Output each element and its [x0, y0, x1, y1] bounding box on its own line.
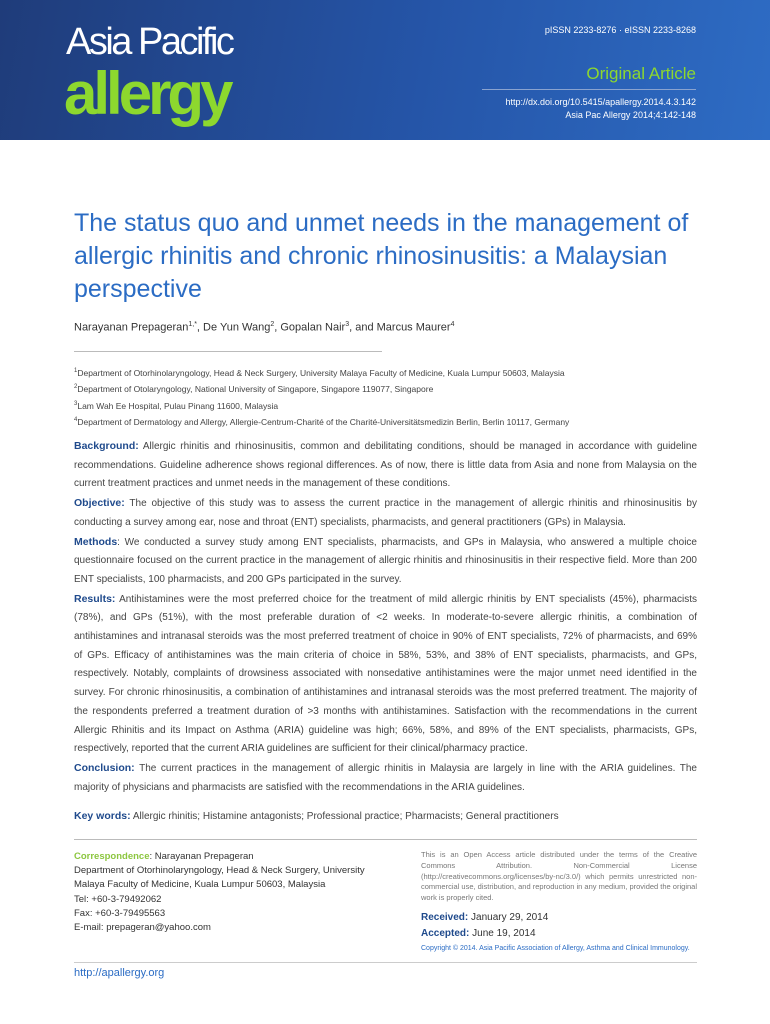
- abstract-section-label: Objective:: [74, 497, 125, 510]
- footer-divider: [74, 962, 697, 963]
- affiliation-text: Department of Otorhinolaryngology, Head & Neck Surgery, University Malaya Faculty of Medicine, Kuala Lumpur 50603, Malaysia: [77, 367, 565, 378]
- abstract-objective: [74, 494, 697, 532]
- journal-header-band: [0, 0, 770, 140]
- abstract-section-label: Results:: [74, 592, 116, 605]
- abstract-background: [74, 437, 697, 494]
- keywords-divider: [74, 839, 697, 840]
- accepted-label: Accepted:: [421, 928, 470, 939]
- abstract-methods: [74, 533, 697, 590]
- author-list: [74, 321, 455, 334]
- author-name: Marcus Maurer: [376, 321, 451, 334]
- author-separator: ,: [196, 321, 204, 334]
- keywords-text: Allergic rhinitis; Histamine antagonists; Professional practice; Pharmacists; General practitioners: [130, 811, 559, 822]
- author-name: De Yun Wang: [203, 321, 271, 334]
- received-date: [421, 910, 548, 926]
- correspondence-address-line: Malaya Faculty of Medicine, Kuala Lumpur 50603, Malaysia: [74, 879, 326, 891]
- affiliation-item: [74, 380, 569, 396]
- keywords-label: Key words:: [74, 810, 131, 822]
- affiliation-number: 1: [74, 368, 78, 374]
- received-label: Received:: [421, 912, 469, 923]
- author-separator: , and: [349, 321, 377, 334]
- doi-link[interactable]: http://dx.doi.org/10.5415/apallergy.2014.4.3.142: [505, 97, 696, 107]
- correspondence-name: Narayanan Prepageran: [154, 851, 254, 862]
- correspondence-address-line: Department of Otorhinolaryngology, Head & Neck Surgery, University: [74, 865, 365, 877]
- copyright-notice: Copyright © 2014. Asia Pacific Association of Allergy, Asthma and Clinical Immunology.: [421, 945, 690, 952]
- affiliation-text: Lam Wah Ee Hospital, Pulau Pinang 11600, Malaysia: [77, 400, 279, 411]
- correspondence-block: [74, 850, 404, 935]
- open-access-notice: This is an Open Access article distributed under the terms of the Creative Commons Attribution. Non-Commercial License (http://creativecommons.org/licenses/by-nc/3.0/) which permits unrestricted non-commercial use, distribution, and reproduction in any medium, provided the original work is properly cited.: [421, 850, 697, 903]
- abstract-section-label: Conclusion:: [74, 761, 135, 774]
- correspondence-tel: Tel: +60-3-79492062: [74, 893, 162, 905]
- affiliation-list: [74, 364, 569, 429]
- abstract-section-text: Antihistamines were the most preferred choice for the treatment of mild allergic rhinitis by ENT specialists (45%), pharmacists (78%), and GPs (51%), with the most preferable duration of <2 weeks. In moderate-to-severe allergic rhinitis, a combination of antihistamines and intranasal steroids was the most preferred treatment of choice in 90% of ENT specialists, 72% of pharmacists, and 69% of GPs. Efficacy of antihistamines was the main criteria of choice in 58%, 53%, and 38% of ENT specialists, pharmacists, and GPs, respectively. Notably, complaints of drowsiness associated with nonsedative antihistamines were the major unmet need identified in the survey. For chronic rhinosinusitis, a combination of antihistamines and intranasal steroids was the most preferred treatment. The majority of the respondents preferred a treatment duration of >3 months with antihistamines. Satisfaction with the recommendations in the current Allergic Rhinitis and its Impact on Asthma (ARIA) guideline was high; 66%, 58%, and 89% of the ENT specialists, pharmacists, GPs, respectively, reported that the current ARIA guidelines are sufficient for their clinical/pharmacy practice.: [74, 593, 697, 755]
- affiliation-item: [74, 364, 569, 380]
- affiliation-number: 4: [74, 416, 78, 423]
- keywords: [74, 810, 697, 822]
- abstract-section-label: Methods: [74, 535, 118, 548]
- footer-site-link[interactable]: http://apallergy.org: [74, 967, 165, 979]
- accepted-date: [421, 926, 548, 942]
- journal-logo-line1: Asia Pacific: [66, 21, 233, 63]
- article-dates: [421, 910, 548, 942]
- affiliation-divider: [74, 351, 382, 352]
- accepted-value: June 19, 2014: [469, 928, 536, 939]
- abstract-section-label: Background:: [74, 440, 139, 452]
- author-affiliation-marker: 3: [345, 321, 350, 328]
- article-title: The status quo and unmet needs in the management of allergic rhinitis and chronic rhinosinusitis: a Malaysian perspective: [74, 209, 689, 303]
- author-affiliation-marker: 4: [450, 321, 455, 328]
- affiliation-item: [74, 397, 569, 413]
- author-separator: ,: [274, 321, 281, 334]
- article-type-divider: [482, 89, 696, 90]
- correspondence-heading: [74, 850, 404, 864]
- abstract-results: [74, 590, 697, 759]
- affiliation-text: Department of Dermatology and Allergy, Allergie-Centrum-Charité of the Charité-Universitätsmedizin Berlin, Berlin 10117, Germany: [77, 416, 570, 427]
- abstract-section-text: The current practices in the management of allergic rhinitis in Malaysia are largely in line with the ARIA guidelines. The majority of physicians and pharmacists are satisfied with the recommendations in the ARIA guidelines.: [74, 762, 697, 793]
- abstract-section-text: : We conducted a survey study among ENT specialists, pharmacists, and GPs in Malaysia, who answered a multiple choice questionnaire focused on the current practice in the management of allergic rhinitis and rhinosinusitis in their respective field. More than 200 ENT specialists, 100 pharmacists, and 200 GPs participated in the survey.: [74, 536, 697, 585]
- correspondence-label: Correspondence: [74, 851, 150, 862]
- affiliation-number: 3: [74, 400, 78, 407]
- affiliation-text: Department of Otolaryngology, National University of Singapore, Singapore 119077, Singapore: [77, 384, 434, 395]
- received-value: January 29, 2014: [468, 912, 549, 923]
- article-type-label: Original Article: [586, 64, 696, 83]
- issn-text: pISSN 2233-8276 · eISSN 2233-8268: [544, 25, 696, 35]
- affiliation-item: [74, 413, 569, 429]
- author-name: Gopalan Nair: [280, 321, 346, 334]
- abstract-section-text: The objective of this study was to assess the current practice in the management of allergic rhinitis and rhinosinusitis by conducting a survey among ear, nose and throat (ENT) specialists, pharmacists, and general practitioners (GPs) in Malaysia.: [74, 498, 697, 528]
- abstract-conclusion: [74, 759, 697, 797]
- correspondence-email[interactable]: E-mail: prepageran@yahoo.com: [74, 922, 211, 934]
- abstract: [74, 437, 697, 797]
- correspondence-fax: Fax: +60-3-79495563: [74, 907, 166, 919]
- author-name: Narayanan Prepageran: [74, 321, 189, 334]
- journal-logo-line2: allergy: [64, 60, 230, 127]
- correspondence-separator: :: [149, 851, 155, 862]
- abstract-section-text: Allergic rhinitis and rhinosinusitis, common and debilitating conditions, should be managed in accordance with guideline recommendations. Guideline adherence shows regional differences. As of now, there is little data from Asia and none from Malaysia on the current treatment practices and unmet needs in the management of these conditions.: [74, 441, 697, 490]
- citation-text: Asia Pac Allergy 2014;4:142-148: [565, 110, 696, 120]
- affiliation-number: 2: [74, 384, 78, 391]
- author-affiliation-marker: 1,*: [188, 321, 197, 328]
- author-affiliation-marker: 2: [270, 321, 275, 328]
